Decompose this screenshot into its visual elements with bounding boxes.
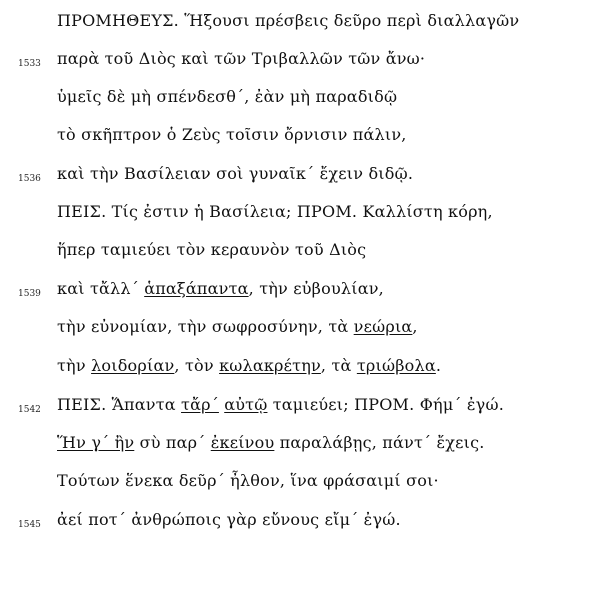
verse-line xyxy=(0,239,613,269)
text-segment: ΠΡΟΜΗΘΕΥΣ. Ἥξουσι πρέσβεις δεῦρο περὶ διαλλαγῶν xyxy=(57,11,520,30)
text-segment: σὺ παρ΄ xyxy=(134,433,211,452)
line-number: 1542 xyxy=(18,405,41,415)
verse-text xyxy=(57,163,413,185)
verse-text xyxy=(57,201,493,223)
underlined-word: Ἥν γ΄ ἢν xyxy=(57,433,135,452)
text-segment: καὶ τὴν Βασίλειαν σοὶ γυναῖκ΄ ἔχειν διδῷ. xyxy=(57,164,414,183)
verse-line xyxy=(0,124,613,154)
text-segment: τὴν εὐνομίαν, τὴν σωφροσύνην, τὰ xyxy=(57,317,354,336)
verse-line xyxy=(0,316,613,346)
verse-text xyxy=(57,278,384,300)
text-segment: ΠΕΙΣ. Τίς ἐστιν ἡ Βασίλεια; ΠΡΟΜ. Καλλίστη κόρη, xyxy=(57,202,493,221)
verse-line xyxy=(0,355,613,385)
verse-line xyxy=(0,278,613,308)
verse-line xyxy=(0,432,613,462)
underlined-word: τριώβολα xyxy=(356,356,436,375)
text-segment: , τὸν xyxy=(174,356,220,375)
line-number: 1539 xyxy=(18,289,41,299)
verse-line xyxy=(0,201,613,231)
verse-text xyxy=(57,124,407,146)
text-segment: ἥπερ ταμιεύει τὸν κεραυνὸν τοῦ Διὸς xyxy=(57,240,367,259)
line-number: 1533 xyxy=(18,59,41,69)
underlined-word: ἐκείνου xyxy=(210,433,275,452)
text-segment: παρὰ τοῦ Διὸς καὶ τῶν Τριβαλλῶν τῶν ἄνω· xyxy=(57,49,426,68)
verse-text xyxy=(57,432,485,454)
verse-text xyxy=(57,86,397,108)
text-segment: , τὰ xyxy=(320,356,357,375)
verse-text xyxy=(57,509,401,531)
verse-text xyxy=(57,316,418,338)
verse-line xyxy=(0,163,613,193)
text-segment: τὴν xyxy=(57,356,92,375)
text-segment: ΠΕΙΣ. Ἅπαντα xyxy=(57,395,182,414)
verse-line xyxy=(0,48,613,78)
verse-line xyxy=(0,394,613,424)
underlined-word: λοιδορίαν xyxy=(91,356,175,375)
text-segment: , τὴν εὐβουλίαν, xyxy=(248,279,384,298)
underlined-word: κωλακρέτην xyxy=(219,356,321,375)
text-segment: τὸ σκῆπτρον ὁ Ζεὺς τοῖσιν ὄρνισιν πάλιν, xyxy=(57,125,407,144)
text-segment: . xyxy=(435,356,442,375)
verse-line xyxy=(0,10,613,40)
verse-line xyxy=(0,86,613,116)
verse-text xyxy=(57,239,366,261)
verse-line xyxy=(0,470,613,500)
text-segment: παραλάβῃς, πάντ΄ ἔχεις. xyxy=(274,433,485,452)
verse-text xyxy=(57,10,519,32)
text-segment: , xyxy=(412,317,418,336)
verse-text xyxy=(57,48,425,70)
text-segment: ταμιεύει; ΠΡΟΜ. Φήμ΄ ἐγώ. xyxy=(267,395,504,414)
text-segment: ἀεί ποτ΄ ἀνθρώποις γὰρ εὔνους εἴμ΄ ἐγώ. xyxy=(57,510,401,529)
verse-line xyxy=(0,509,613,539)
underlined-word: αὐτῷ xyxy=(224,395,268,414)
verse-text xyxy=(57,394,504,416)
underlined-word: νεώρια xyxy=(353,317,413,336)
line-number: 1545 xyxy=(18,520,41,530)
underlined-word: τἄρ΄ xyxy=(181,395,219,414)
text-segment: καὶ τἄλλ΄ xyxy=(57,279,145,298)
underlined-word: ἁπαξάπαντα xyxy=(144,279,249,298)
line-number: 1536 xyxy=(18,174,41,184)
text-segment: ὑμεῖς δὲ μὴ σπένδεσθ΄, ἐὰν μὴ παραδιδῷ xyxy=(57,87,398,106)
verse-text xyxy=(57,355,441,377)
verse-text xyxy=(57,470,439,492)
text-segment: Τούτων ἕνεκα δεῦρ΄ ἦλθον, ἵνα φράσαιμί σοι· xyxy=(57,471,439,490)
